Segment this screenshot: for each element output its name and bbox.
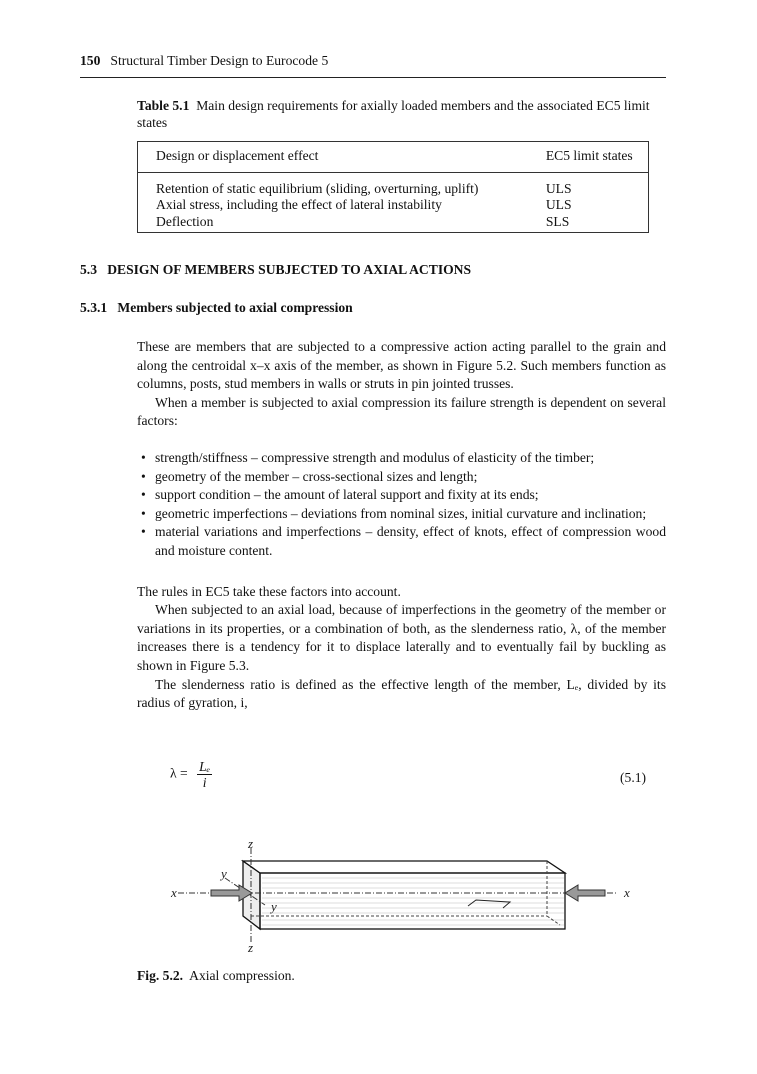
list-item: • geometry of the member – cross-sectional sizes and length; [137,468,666,487]
table-cell: Axial stress, including the effect of lateral instability [156,197,442,212]
list-item: • material variations and imperfections – density, effect of knots, effect of compression wood and moisture content. [137,523,666,560]
paragraph: When subjected to an axial load, because of imperfections in the geometry of the member or variations in its properties, or a combination of both, as the slenderness ratio, λ, of the member increases there is a tendency for it to displace laterally and to eventually fail by buckling as shown in Figure 5.3. [137,602,666,673]
denominator: i [202,775,207,790]
table-cell: Deflection [156,213,214,229]
table-label: Table 5.1 [137,98,190,113]
page-number: 150 [80,53,101,68]
axis-label-y: y [271,899,277,914]
paragraph: These are members that are subjected to a compressive action acting parallel to the grain and along the centroidal x–x axis of the member, as shown in Figure 5.2. Such members function as columns, posts, stud members in walls or struts in pin jointed trusses. [137,339,666,392]
table-cell: SLS [545,213,570,229]
section-number: 5.3 [80,262,97,277]
equation-lhs: λ = [170,765,188,781]
grain-direction-icon [468,900,510,908]
table-cell: ULS [545,197,572,212]
figure-caption-text: Axial compression. [189,968,295,983]
list-item: • geometric imperfections – deviations from nominal sizes, initial curvature and inclination; [137,505,666,524]
axis-label-y: y [221,866,227,881]
axis-label-z: z [248,940,254,955]
table-cell: ULS [545,180,572,196]
axis-label-z: z [248,836,254,851]
front-face [260,873,565,929]
paragraph: The slenderness ratio is defined as the effective length of the member, Lₑ, divided by its radius of gyration, i, [137,676,666,711]
column-header: Design or displacement effect [138,142,528,173]
subsection-number: 5.3.1 [80,300,108,315]
right-load-arrow-icon [565,885,605,901]
subsection-title: Members subjected to axial compression [117,300,353,315]
paragraph: The rules in EC5 take these factors into account. [137,583,401,599]
column-header: EC5 limit states [528,142,649,173]
axis-label-x: x [624,885,630,900]
figure-caption [137,968,295,984]
table-cell: Retention of static equilibrium (sliding, overturning, uplift) [156,180,479,196]
table-caption-text: Main design requirements for axially loaded members and the associated EC5 limit states [137,98,650,130]
figure-label: Fig. 5.2. [137,968,184,983]
section-title: DESIGN OF MEMBERS SUBJECTED TO AXIAL ACTIONS [107,262,472,277]
axis-label-x: x [171,885,177,900]
paragraph: When a member is subjected to axial compression its failure strength is dependent on several factors: [137,394,666,429]
equation-number: (5.1) [620,770,647,785]
running-title: Structural Timber Design to Eurocode 5 [110,53,329,68]
list-item: • support condition – the amount of lateral support and fixity at its ends; [137,486,666,505]
numerator: Lₑ [199,759,211,774]
top-face [243,861,565,873]
list-item: • strength/stiffness – compressive strength and modulus of elasticity of the timber; [137,449,666,468]
